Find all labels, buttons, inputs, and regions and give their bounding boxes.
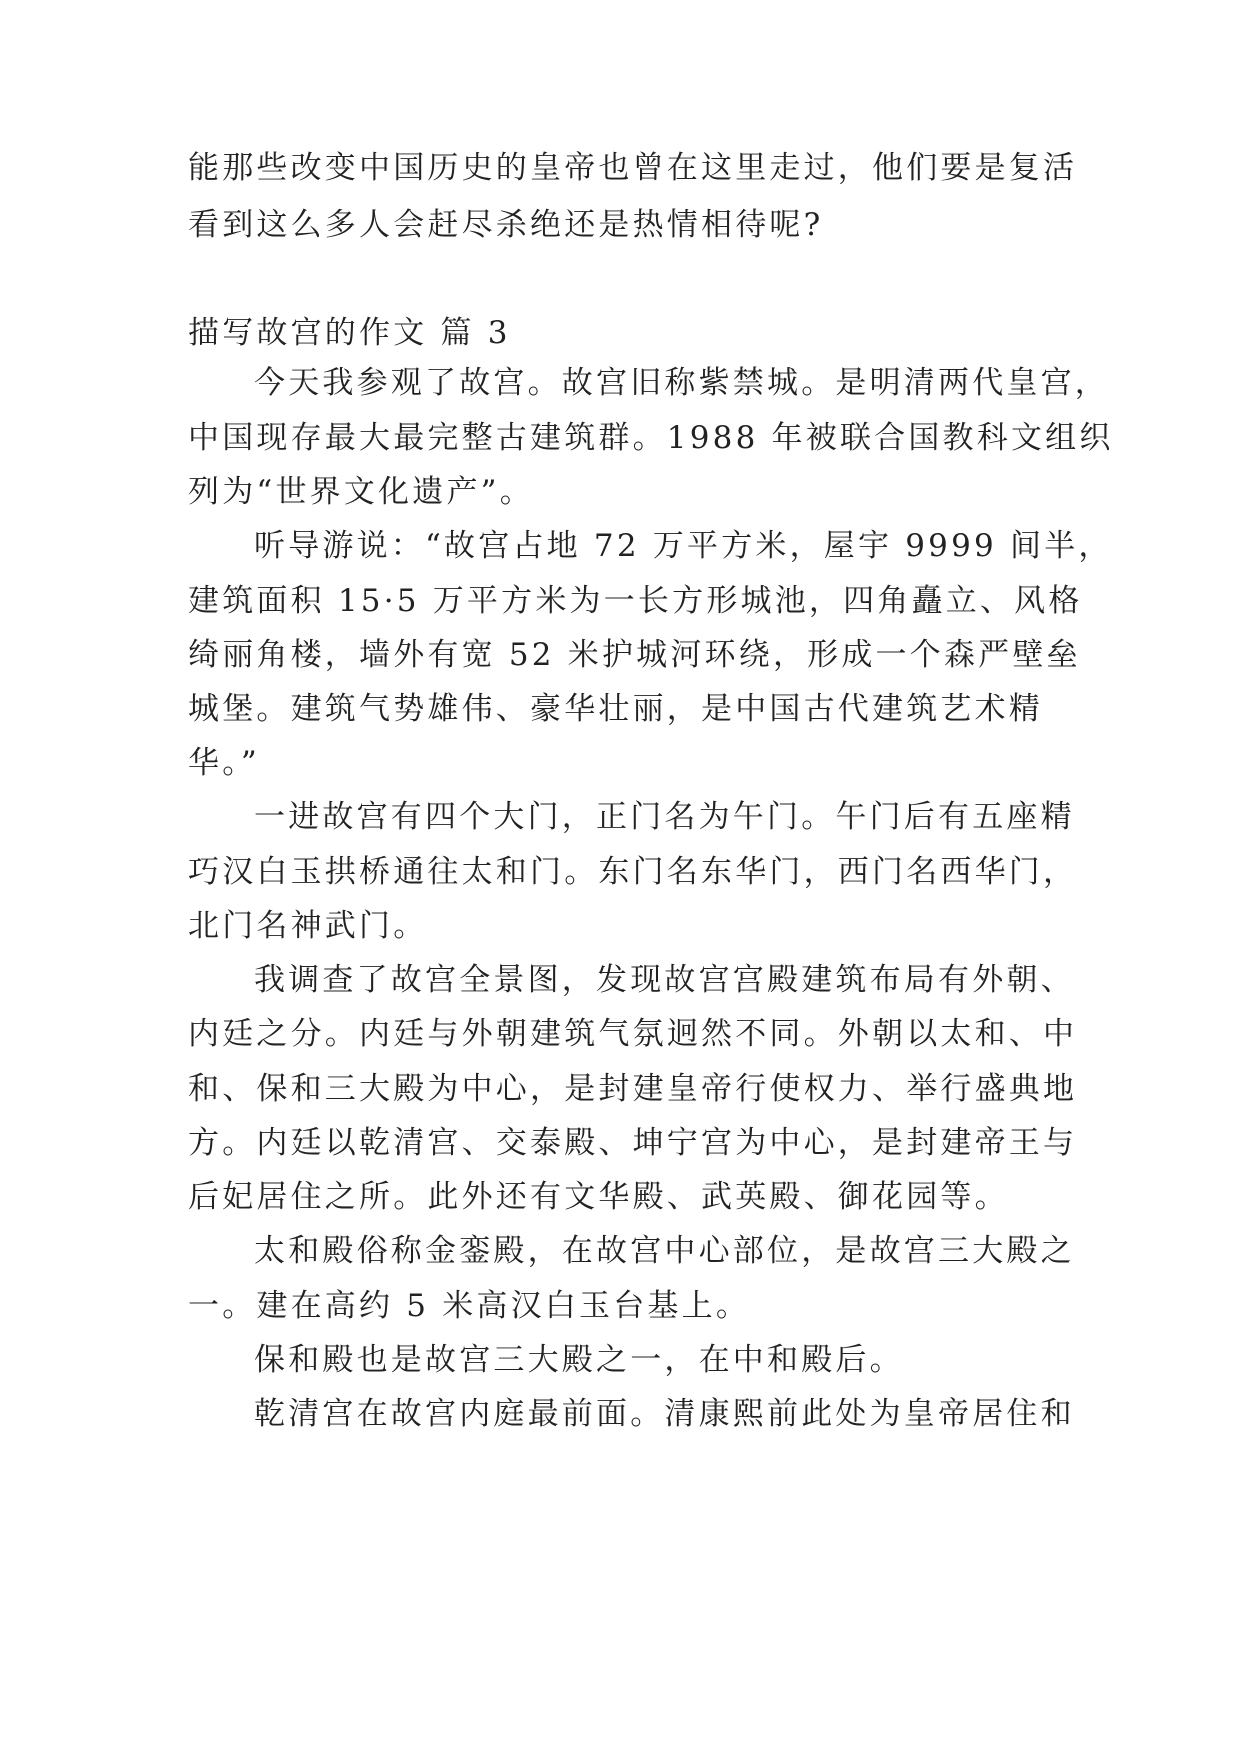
text-line: 后妃居住之所。此外还有文华殿、武英殿、御花园等。: [188, 1179, 1009, 1215]
text-line: 华。”: [188, 745, 260, 781]
text-line: 内廷之分。内廷与外朝建筑气氛迥然不同。外朝以太和、中: [188, 1016, 1078, 1052]
section-heading: 描写故宫的作文 篇 3: [188, 315, 511, 351]
text-line: 能那些改变中国历史的皇帝也曾在这里走过，他们要是复活: [188, 150, 1078, 186]
text-line: 城堡。建筑气势雄伟、豪华壮丽，是中国古代建筑艺术精: [188, 691, 1043, 727]
text-line: 巧汉白玉拱桥通往太和门。东门名东华门，西门名西华门，: [188, 854, 1078, 890]
text-line: 北门名神武门。: [188, 908, 428, 944]
text-line: 一。建在高约 5 米高汉白玉台基上。: [188, 1288, 751, 1324]
text-line: 绮丽角楼，墙外有宽 52 米护城河环绕，形成一个森严壁垒: [188, 637, 1081, 673]
paragraph-first-line: 太和殿俗称金銮殿，在故宫中心部位，是故宫三大殿之: [254, 1233, 1075, 1269]
text-line: 列为“世界文化遗产”。: [188, 474, 534, 510]
text-line: 方。内廷以乾清宫、交泰殿、坤宁宫为中心，是封建帝王与: [188, 1125, 1078, 1161]
paragraph-first-line: 保和殿也是故宫三大殿之一，在中和殿后。: [254, 1342, 904, 1378]
text-line: 中国现存最大最完整古建筑群。1988 年被联合国教科文组织: [188, 420, 1114, 456]
paragraph-first-line: 听导游说：“故宫占地 72 万平方米，屋宇 9999 间半，: [254, 528, 1113, 564]
paragraph-first-line: 乾清宫在故宫内庭最前面。清康熙前此处为皇帝居住和: [254, 1396, 1075, 1432]
paragraph-first-line: 我调查了故宫全景图，发现故宫宫殿建筑布局有外朝、: [254, 962, 1075, 998]
text-line: 和、保和三大殿为中心，是封建皇帝行使权力、举行盛典地: [188, 1071, 1078, 1107]
text-line: 看到这么多人会赶尽杀绝还是热情相待呢?: [188, 207, 824, 243]
paragraph-first-line: 一进故宫有四个大门，正门名为午门。午门后有五座精: [254, 799, 1075, 835]
text-line: 建筑面积 15·5 万平方米为一长方形城池，四角矗立、风格: [188, 583, 1083, 619]
paragraph-first-line: 今天我参观了故宫。故宫旧称紫禁城。是明清两代皇宫，: [254, 365, 1109, 401]
